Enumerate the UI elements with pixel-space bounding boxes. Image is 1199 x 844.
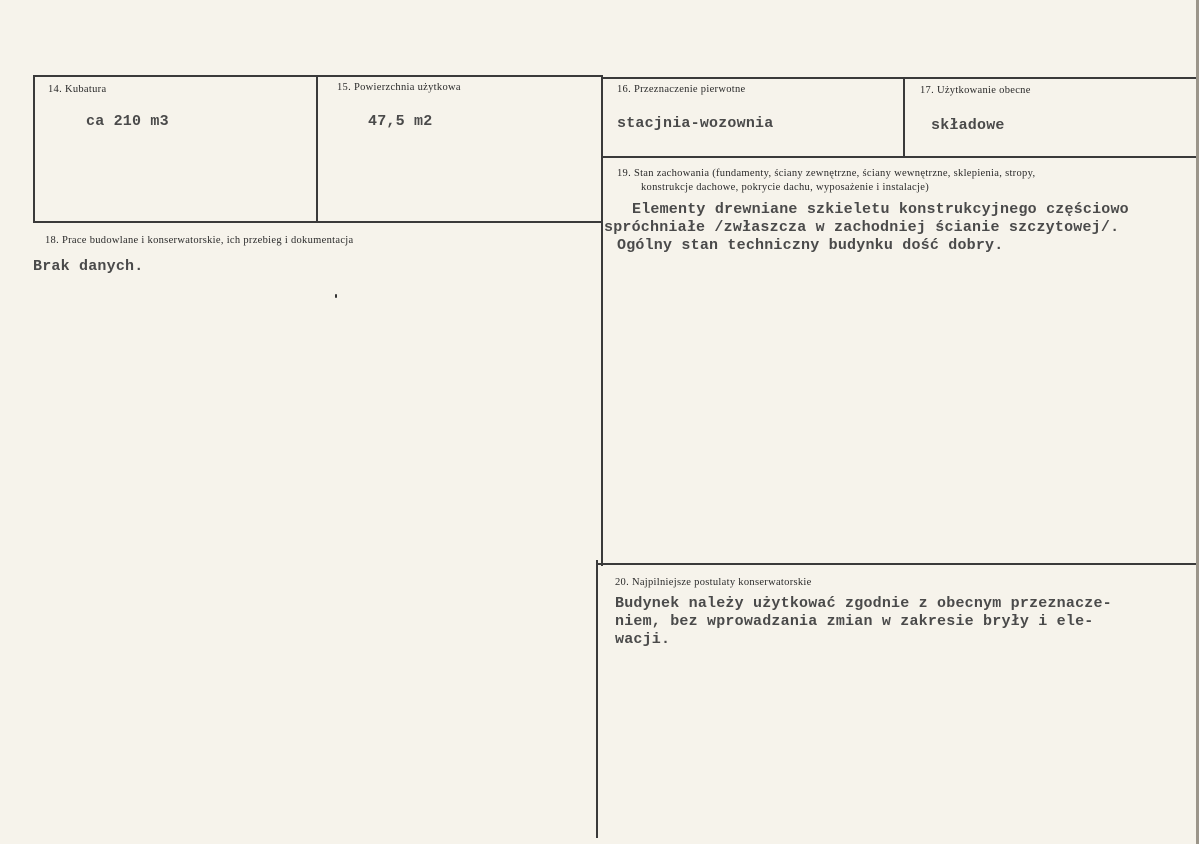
postulaty-label: 20. Najpilniejsze postulaty konserwatorskie (615, 577, 812, 588)
row-divider-18 (33, 221, 602, 223)
divider-15-16 (601, 76, 603, 566)
postulaty-text-line: niem, bez wprowadzania zmian w zakresie bryły i ele- (615, 613, 1094, 630)
stan-label-line1: 19. Stan zachowania (fundamenty, ściany zewnętrzne, ściany wewnętrzne, sklepienia, stropy, (617, 168, 1036, 179)
powierzchnia-label: 15. Powierzchnia użytkowa (337, 82, 461, 93)
stan-text-line: Ogólny stan techniczny budynku dość dobry. (617, 237, 1004, 254)
prace-label: 18. Prace budowlane i konserwatorskie, ich przebieg i dokumentacja (45, 235, 354, 246)
kubatura-value: ca 210 m3 (86, 113, 169, 130)
row-divider-19 (602, 156, 1197, 158)
postulaty-text (615, 595, 1112, 649)
kubatura-label: 14. Kubatura (48, 84, 107, 95)
stan-text-line: spróchniałe /zwłaszcza w zachodniej ścianie szczytowej/. (604, 219, 1120, 236)
prace-value: Brak danych. (33, 258, 144, 275)
left-border (33, 75, 35, 223)
divider-16-17 (903, 78, 905, 157)
postulaty-text-line: Budynek należy użytkować zgodnie z obecnym przeznacze- (615, 595, 1112, 612)
powierzchnia-value: 47,5 m2 (368, 113, 433, 130)
stan-label-line2: konstrukcje dachowe, pokrycie dachu, wyposażenie i instalacje) (641, 182, 929, 193)
stan-text-line: Elementy drewniane szkieletu konstrukcyjnego częściowo (632, 201, 1129, 218)
top-border-left (33, 75, 603, 77)
przeznaczenie-label: 16. Przeznaczenie pierwotne (617, 84, 746, 95)
row-divider-20 (597, 563, 1196, 565)
postulaty-text-line: wacji. (615, 631, 671, 648)
ink-speck (335, 294, 337, 298)
uzytkowanie-value: składowe (931, 117, 1005, 134)
uzytkowanie-label: 17. Użytkowanie obecne (920, 85, 1031, 96)
top-border-right (601, 77, 1197, 79)
stan-text (604, 201, 1129, 255)
divider-18-col-lower (596, 560, 598, 838)
divider-14-15 (316, 76, 318, 222)
przeznaczenie-value: stacjnia-wozownia (617, 115, 774, 132)
